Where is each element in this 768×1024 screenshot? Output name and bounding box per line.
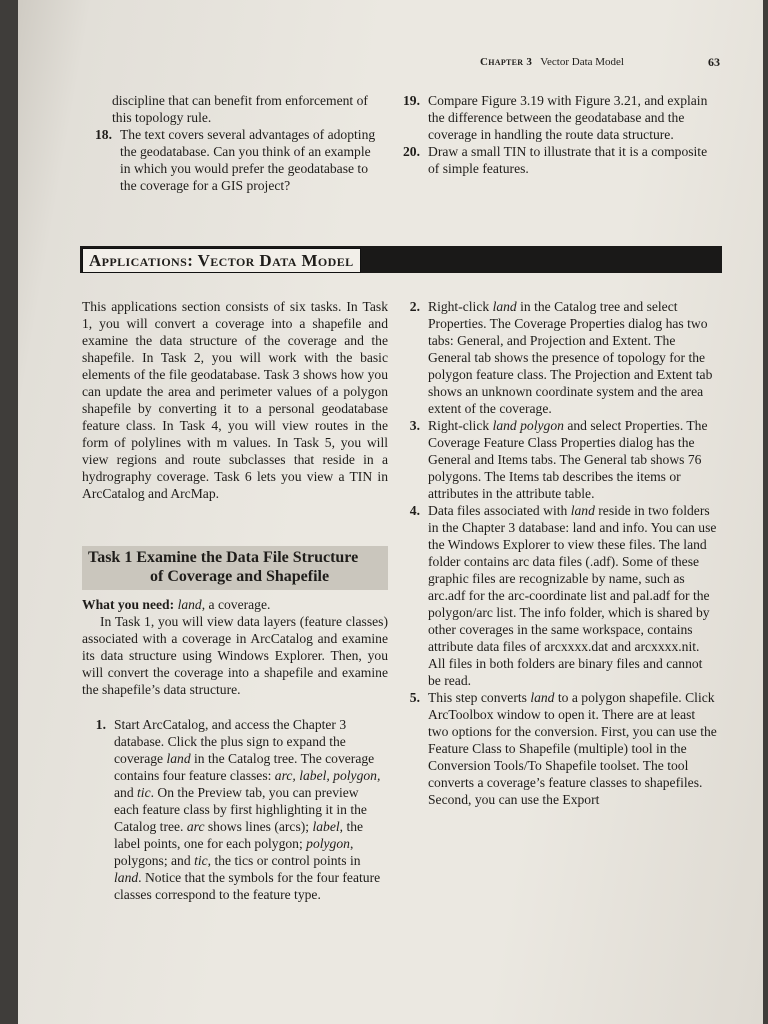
step-text-em: arc (186, 819, 205, 834)
step-text-em: tic (137, 785, 151, 800)
intro-paragraph: This applications section consists of six tasks. In Task 1, you will convert a coverage into a shapefile and examine the data structure of the coverage and the shapefile. In Task 2, you will work with the basic elements of the file geodatabase. Task 3 shows how you can update the area and perimeter values of a polygon shapefile by converting it to a personal geodatabase feature class. In Task 4, you will view routes in the form of polylines with m values. In Task 5, you will view regions and route subclasses that reside in a hydrography coverage. Task 6 lets you view a TIN in ArcCatalog and ArcMap. (82, 299, 388, 501)
step-text (428, 689, 718, 808)
step-number: 1. (95, 717, 106, 732)
step-text-part: and (114, 785, 138, 800)
task-heading-line-2: of Coverage and Shapefile (150, 568, 330, 585)
step-text-part: in the Catalog tree and select Properties. The Coverage Properties dialog has two tabs: General, and Projection and Extent. The General tab shows the presence of topology for the polygon feature class. The Projection and Extent tab shows an unknown coordinate system and the area extent of the coverage. (428, 299, 713, 416)
step-3 (396, 417, 718, 502)
step-text (428, 502, 718, 689)
step-number: 5. (409, 690, 420, 705)
step-5 (396, 689, 718, 808)
task1-intro: In Task 1, you will view data layers (feature classes) associated with a coverage in ArcCatalog and examine its data structure using Windows Explorer. Then, you will convert the coverage into a shapefile and examine the shapefile’s data structure. (82, 614, 388, 697)
step-text-part: reside in two folders in the Chapter 3 database: land and info. You can use the Windows Explorer to view these files. The land folder contains arc data files (.adf). Some of these graphic files are recognizable by name, such as arc.adf for the arc-coordinate list and pal.adf for the polygon/arc list. The info folder, which is shared by other coverages in the same workspace, contains attribute data files of arcxxxx.dat and arcxxxx.nit. All files in both folders are binary files and cannot be read. (428, 503, 717, 688)
right-steps-column (396, 298, 718, 808)
step-2 (396, 298, 718, 417)
step-1-container (82, 716, 382, 903)
step-text-part: Right-click (428, 299, 493, 314)
step-text-part: Start ArcCatalog, and access the Chapter 3 database. Click the plus sign to expand the coverage (114, 717, 347, 766)
step-text-em: land (530, 690, 555, 705)
step-1 (82, 716, 382, 903)
question-text: Draw a small TIN to illustrate that it is a composite of simple features. (428, 144, 708, 176)
question-number: 19. (403, 93, 420, 108)
step-text-part: shows lines (arcs); (204, 819, 313, 834)
step-number: 3. (409, 418, 420, 433)
book-page (18, 0, 763, 1024)
step-text-part: , the tics or control points in (207, 853, 361, 868)
task-heading-line-1: Task 1 Examine the Data File Structure (88, 549, 359, 566)
question-number: 20. (403, 144, 420, 159)
step-text-part: , the label points, one for each polygon; (114, 819, 364, 851)
task-heading (88, 548, 358, 586)
top-left-column (88, 92, 382, 194)
page-number: 63 (708, 55, 720, 69)
running-header (480, 56, 720, 68)
step-text-part: in the Catalog tree. The coverage contains four feature classes: (114, 751, 375, 783)
step-text-em: polygon (306, 836, 350, 851)
step-text-part: Data files associated with (428, 503, 571, 518)
question-18 (88, 126, 382, 194)
step-text-part: , polygons; and (114, 836, 354, 868)
question-19 (396, 92, 716, 143)
question-text: Compare Figure 3.19 with Figure 3.21, and explain the difference between the geodatabase and the coverage in handling the route data structure. (428, 93, 708, 142)
step-text-part: This step converts (428, 690, 531, 705)
step-number: 4. (409, 503, 420, 518)
chapter-title: Vector Data Model (540, 56, 624, 68)
step-text-em: land (492, 299, 517, 314)
question-text: The text covers several advantages of adopting the geodatabase. Can you think of an example in which you would prefer the geodatabase to the coverage for a GIS project? (120, 127, 376, 193)
step-text-part: to a polygon shapefile. Click ArcToolbox window to open it. There are at least two options for the conversion. First, you can use the Feature Class to Shapefile (multiple) tool in the Conversion Tools/To Shapefile toolset. The tool converts a coverage’s feature classes to shapefiles. Second, you can use the Export (428, 690, 717, 807)
need-value-rest: , a coverage. (201, 597, 271, 612)
step-text-em: tic (194, 853, 208, 868)
task1-body (82, 596, 388, 698)
step-number: 2. (409, 299, 420, 314)
section-title: Applications: Vector Data Model (82, 248, 361, 273)
question-number: 18. (95, 127, 112, 142)
step-text-part: Right-click (428, 418, 493, 433)
what-you-need (82, 596, 388, 613)
step-text-em: arc, label, polygon, (274, 768, 381, 783)
continued-text: discipline that can benefit from enforcement of this topology rule. (112, 93, 368, 125)
step-text-em: label (312, 819, 340, 834)
step-text (114, 716, 382, 903)
step-text-part: . On the Preview tab, you can preview each feature class by first highlighting it in the Catalog tree. (114, 785, 367, 834)
question-20 (396, 143, 716, 177)
need-value-em: land (177, 597, 202, 612)
step-text-em: land (114, 870, 139, 885)
step-text-part: . Notice that the symbols for the four feature classes correspond to the feature type. (114, 870, 381, 902)
top-right-column (396, 92, 716, 177)
step-text-part: and select Properties. The Coverage Feature Class Properties dialog has the General and Items tabs. The General tab shows 76 polygons. The Items tab describes the items or attributes in the attribute table. (428, 418, 708, 501)
step-text-em: land (570, 503, 595, 518)
step-text (428, 298, 718, 417)
step-text-em: land (166, 751, 191, 766)
step-4 (396, 502, 718, 689)
chapter-label: Chapter 3 (480, 56, 533, 68)
step-text-em: land polygon (492, 418, 564, 433)
step-text (428, 417, 718, 502)
need-label: What you need: (82, 597, 175, 612)
